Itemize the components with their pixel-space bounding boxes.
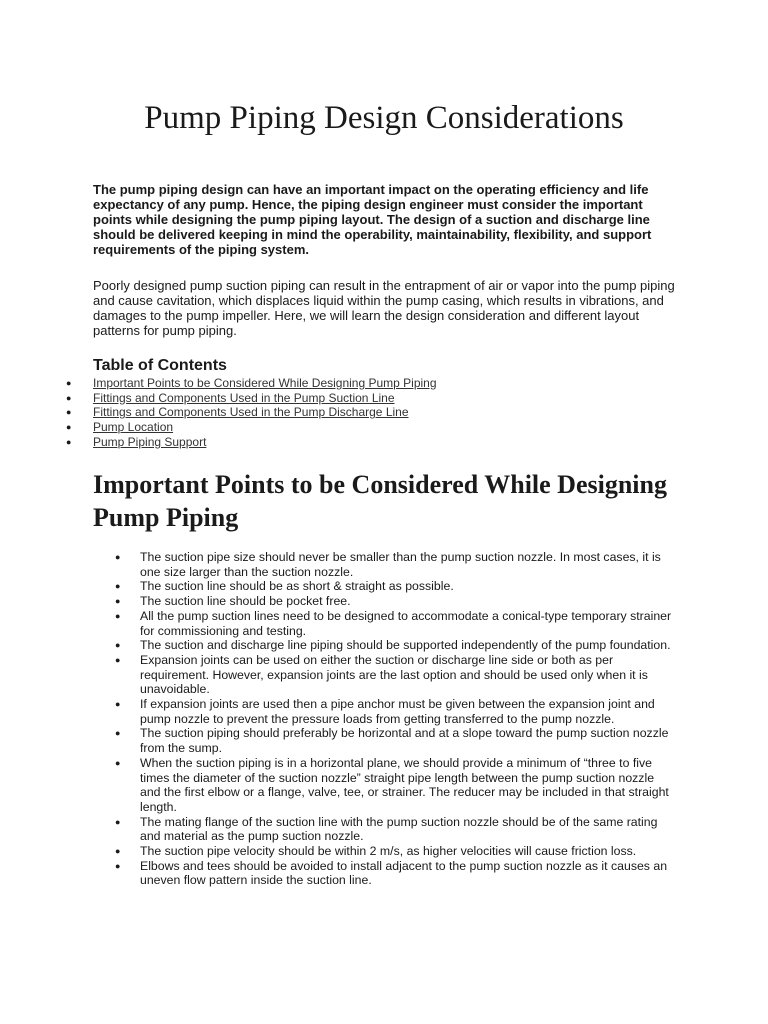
toc-list — [0, 376, 768, 449]
point-text: The suction line should be as short & straight as possible. — [140, 579, 454, 594]
list-item — [0, 638, 675, 653]
section-heading: Important Points to be Considered While Designing Pump Piping — [93, 470, 667, 532]
point-text: The suction line should be pocket free. — [140, 594, 351, 609]
bullet-icon: ● — [115, 860, 121, 871]
list-item — [0, 726, 675, 755]
point-text: All the pump suction lines need to be designed to accommodate a conical-type temporary strainer for commissioning and testing. — [140, 608, 672, 638]
points-list — [0, 550, 768, 888]
point-text: The mating flange of the suction line with the pump suction nozzle should be of the same rating and material as the pump suction nozzle. — [140, 814, 658, 844]
bullet-icon: ● — [66, 378, 72, 388]
bullet-icon: ● — [115, 552, 121, 562]
intro-bold-paragraph: The pump piping design can have an important impact on the operating efficiency and life expectancy of any pump. Hence, the piping design engineer must consider the important points while designing the pump piping layout. The design of a suction and discharge line should be delivered keeping in mind the operability, maintainability, flexibility, and support requirements of the piping system. — [93, 182, 652, 257]
list-item — [0, 859, 675, 888]
bullet-icon: ● — [115, 654, 121, 665]
point-text: The suction pipe size should never be smaller than the pump suction nozzle. In most cases, it is one size larger than the suction nozzle. — [140, 550, 661, 579]
toc-link-pump-piping-support[interactable]: Pump Piping Support — [93, 434, 207, 449]
list-item — [0, 550, 675, 579]
bullet-icon: ● — [115, 596, 121, 607]
point-text: Expansion joints can be used on either the suction or discharge line side or both as per requirement. However, expansion joints are the last option and should be used only when it is unavoidable. — [140, 652, 648, 697]
bullet-icon: ● — [66, 392, 72, 403]
bullet-icon: ● — [115, 846, 121, 857]
toc-heading: Table of Contents — [93, 357, 227, 374]
toc-link-discharge-line[interactable]: Fittings and Components Used in the Pump Discharge Line — [93, 405, 409, 420]
point-text: The suction pipe velocity should be within 2 m/s, as higher velocities will cause friction loss. — [140, 844, 637, 859]
bullet-icon: ● — [66, 436, 72, 447]
list-item — [0, 815, 675, 844]
bullet-icon: ● — [66, 407, 72, 418]
list-item — [0, 594, 675, 609]
point-text: Elbows and tees should be avoided to install adjacent to the pump suction nozzle as it causes an uneven flow pattern inside the suction line. — [140, 858, 668, 888]
point-text: The suction piping should preferably be horizontal and at a slope toward the pump suction nozzle from the sump. — [140, 726, 669, 756]
list-item — [0, 844, 675, 859]
bullet-icon: ● — [115, 816, 121, 827]
intro-paragraph: Poorly designed pump suction piping can result in the entrapment of air or vapor into the pump piping and cause cavitation, which displaces liquid within the pump casing, which results in vibrations, and damages to the pump impeller. Here, we will learn the design consideration and different layout patterns for pump piping. — [93, 278, 675, 338]
toc-link-important-points[interactable]: Important Points to be Considered While Designing Pump Piping — [93, 376, 437, 390]
point-text: If expansion joints are used then a pipe anchor must be given between the expansion joint and pump nozzle to prevent the pressure loads from getting transferred to the pump nozzle. — [140, 697, 655, 726]
toc-item — [0, 420, 768, 435]
bullet-icon: ● — [115, 581, 121, 592]
bullet-icon: ● — [115, 640, 121, 651]
toc-item — [0, 405, 768, 420]
list-item — [0, 579, 675, 594]
bullet-icon: ● — [115, 757, 121, 768]
toc-link-suction-line[interactable]: Fittings and Components Used in the Pump Suction Line — [93, 390, 395, 405]
page-title: Pump Piping Design Considerations — [144, 100, 624, 136]
toc-item — [0, 391, 768, 406]
bullet-icon: ● — [115, 699, 121, 710]
point-text: When the suction piping is in a horizontal plane, we should provide a minimum of “three to five times the diameter of the suction nozzle” straight pipe length between the pump suction nozzle and the first elbow or a flange, valve, tee, or strainer. The reducer may be included in that straight length. — [140, 755, 669, 814]
list-item — [0, 697, 675, 726]
toc-link-pump-location[interactable]: Pump Location — [93, 420, 174, 435]
list-item — [0, 609, 675, 638]
point-text: The suction and discharge line piping should be supported independently of the pump foundation. — [140, 638, 671, 653]
bullet-icon: ● — [66, 422, 72, 433]
list-item — [0, 653, 675, 697]
list-item — [0, 756, 675, 815]
bullet-icon: ● — [115, 728, 121, 739]
toc-item — [0, 435, 768, 450]
bullet-icon: ● — [115, 610, 121, 621]
toc-item — [0, 376, 768, 391]
